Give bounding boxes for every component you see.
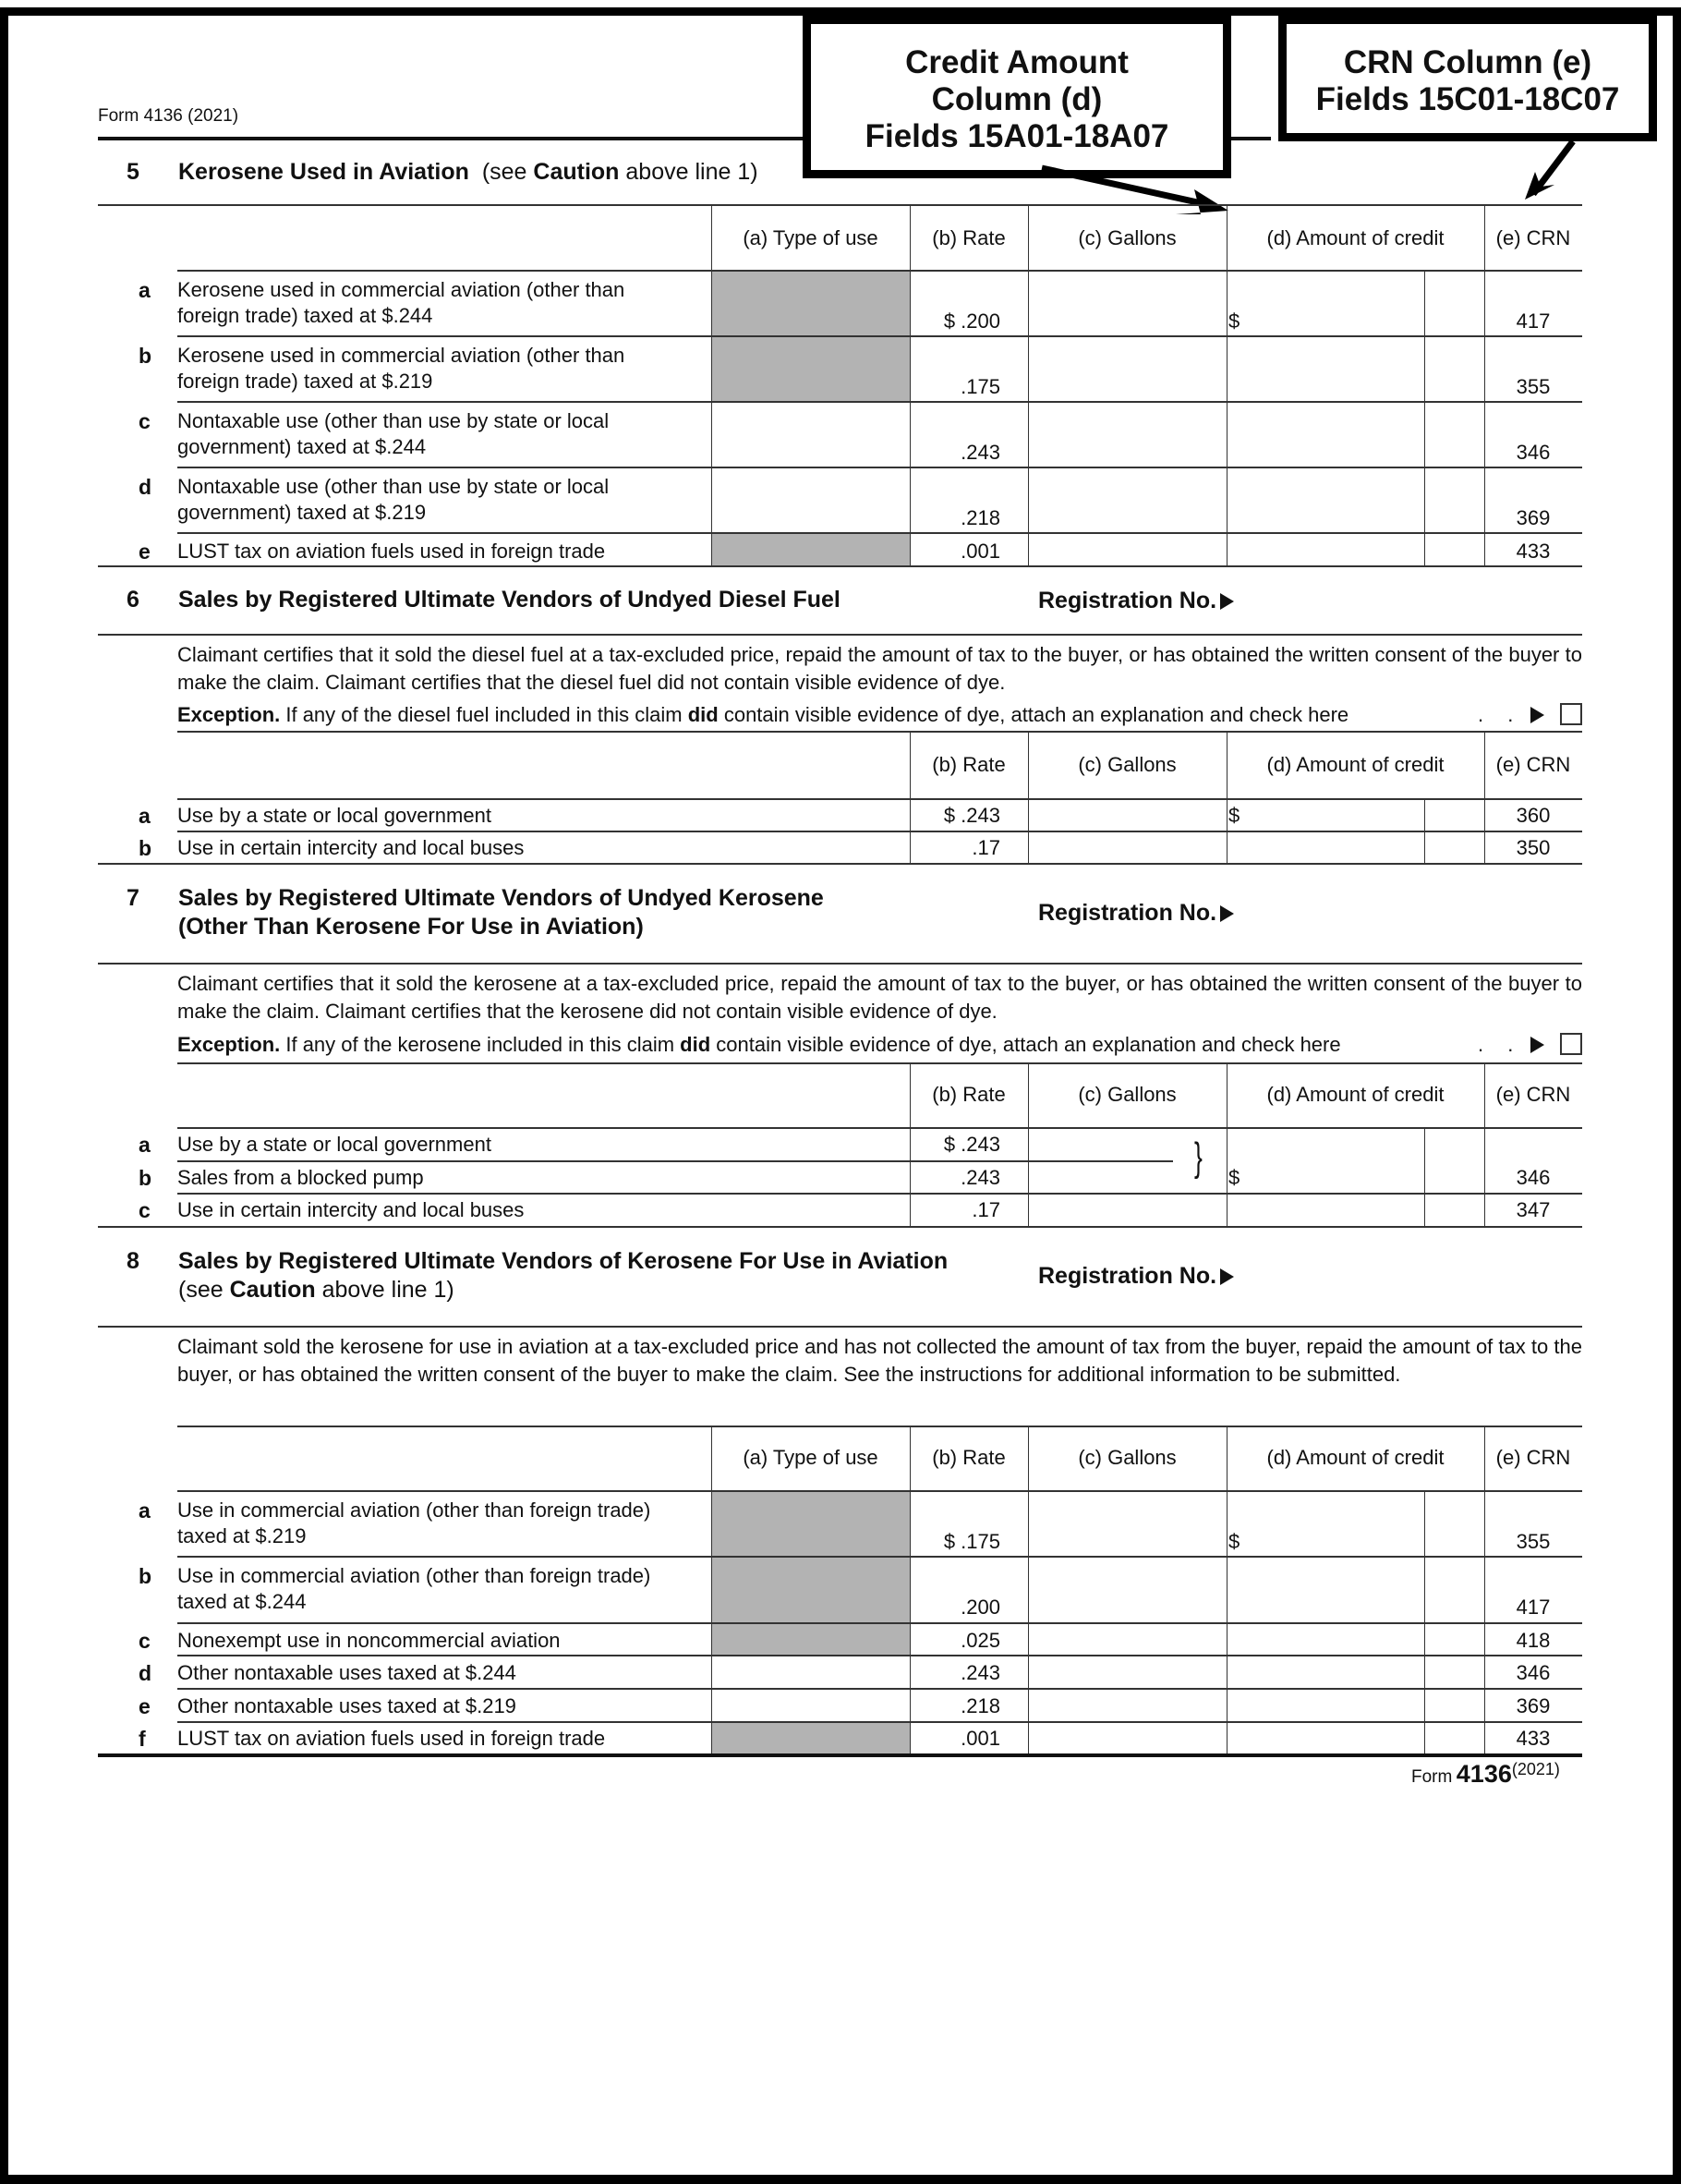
- gallons-input[interactable]: [1030, 1723, 1225, 1752]
- footer-year: (2021): [1511, 1760, 1560, 1778]
- row-rate: .001: [961, 1727, 1000, 1750]
- line7-bottom-rule: [98, 1226, 1582, 1228]
- row-description: Use by a state or local government: [177, 804, 491, 827]
- credit-amount-input[interactable]: [1228, 1624, 1422, 1653]
- row-rate: .218: [961, 1694, 1000, 1717]
- line6-header-c: (c) Gallons: [1078, 753, 1177, 776]
- line8-header-c: (c) Gallons: [1078, 1446, 1177, 1469]
- row-description-line1: Nonexempt use in noncommercial aviation: [177, 1629, 561, 1652]
- row-letter: b: [139, 836, 152, 860]
- arrow-right-icon: [1220, 593, 1234, 610]
- line6-header-e: (e) CRN: [1495, 753, 1571, 776]
- arrow-right-icon: [1530, 707, 1544, 723]
- exception-text: If any of the diesel fuel included in this claim: [280, 703, 688, 726]
- row-rate: .175: [961, 375, 1000, 398]
- exception-text: contain visible evidence of dye, attach an explanation and check here: [718, 703, 1349, 726]
- line6-certification-text: Claimant certifies that it sold the diesel fuel at a tax-excluded price, repaid the amount of tax to the buyer, or has obtained the written consent of the buyer to make the claim. Claimant certifies that the diesel fuel did not contain visible evidence of dye.: [177, 643, 1582, 694]
- line6-header-b: (b) Rate: [932, 753, 1006, 776]
- row-crn: 418: [1516, 1629, 1551, 1652]
- line8-header-e: (e) CRN: [1495, 1446, 1571, 1469]
- credit-amount-input[interactable]: [1228, 1723, 1422, 1752]
- line5-col-c-border: [1028, 204, 1029, 566]
- row-rate: .001: [961, 540, 1000, 563]
- gallons-input[interactable]: [1030, 1690, 1225, 1719]
- credit-amount-input[interactable]: [1228, 1558, 1422, 1620]
- row-letter: d: [139, 475, 152, 499]
- line7-row-rule-partial: [177, 1160, 1173, 1162]
- row-crn: 417: [1516, 309, 1551, 333]
- arrow-to-credit-column: [1042, 168, 1228, 214]
- row-description-line2: taxed at $.219: [177, 1524, 307, 1547]
- row-crn: 347: [1516, 1198, 1551, 1221]
- row-description-line2: taxed at $.244: [177, 1590, 307, 1613]
- row-crn: 369: [1516, 1694, 1551, 1717]
- row-letter: b: [139, 344, 152, 368]
- arrow-right-icon: [1530, 1037, 1544, 1053]
- dollar-sign: $: [1228, 1166, 1240, 1189]
- row-description: Use by a state or local government: [177, 1133, 491, 1156]
- row-description-line1: Nontaxable use (other than use by state or local: [177, 475, 610, 498]
- line8-note-bold: Caution: [229, 1277, 316, 1303]
- row-crn: 355: [1516, 1530, 1551, 1553]
- row-description-line2: foreign trade) taxed at $.219: [177, 370, 433, 393]
- row-letter: f: [139, 1727, 146, 1751]
- line5-header-e: (e) CRN: [1495, 226, 1571, 249]
- gallons-input[interactable]: [1030, 468, 1225, 530]
- arrow-right-icon: [1220, 905, 1234, 922]
- line5-header-d: (d) Amount of credit: [1266, 226, 1445, 249]
- exception-text: contain visible evidence of dye, attach an explanation and check here: [710, 1033, 1341, 1056]
- line7-header-e: (e) CRN: [1495, 1083, 1571, 1106]
- line7-header-c: (c) Gallons: [1078, 1083, 1177, 1106]
- line6-top-rule: [98, 634, 1582, 636]
- row-rate: .025: [961, 1629, 1000, 1652]
- row-rate: .17: [972, 836, 1000, 859]
- line7-table-top-rule: [177, 1062, 1582, 1064]
- row-description: Use in certain intercity and local buses: [177, 836, 525, 859]
- row-letter: e: [139, 540, 151, 564]
- row-description: Sales from a blocked pump: [177, 1166, 424, 1189]
- credit-amount-input[interactable]: [1228, 468, 1422, 530]
- line6-dye-exception-checkbox[interactable]: [1560, 703, 1582, 725]
- gallons-input[interactable]: [1030, 403, 1225, 465]
- credit-amount-input[interactable]: [1228, 1690, 1422, 1719]
- credit-amount-input[interactable]: [1228, 534, 1422, 564]
- gallons-input[interactable]: [1030, 1195, 1225, 1224]
- exception-label: Exception.: [177, 703, 281, 726]
- credit-amount-input[interactable]: [1228, 1656, 1422, 1686]
- gallons-input[interactable]: [1030, 800, 1225, 829]
- line5-top-rule: [98, 204, 1582, 206]
- line6-exception: [177, 702, 1348, 728]
- line8-col-c-border: [1028, 1426, 1029, 1755]
- line8-header-b: (b) Rate: [932, 1446, 1006, 1469]
- line8-table-top-rule: [177, 1426, 1582, 1427]
- row-letter: b: [139, 1166, 152, 1190]
- gallons-input[interactable]: [1030, 1129, 1173, 1159]
- row-crn: 346: [1516, 441, 1551, 464]
- row-description-line1: Use in commercial aviation (other than foreign trade): [177, 1498, 651, 1522]
- line8-bottom-rule: [98, 1753, 1582, 1757]
- form-header-label: Form 4136: [98, 106, 183, 126]
- exception-did: did: [687, 703, 719, 726]
- line5-number: 5: [127, 159, 139, 185]
- row-letter: a: [139, 1133, 151, 1157]
- line7-registration: [1038, 900, 1234, 927]
- row-description-line1: Kerosene used in commercial aviation (other than: [177, 344, 625, 367]
- row-rate: .17: [972, 1198, 1000, 1221]
- leader-dots: . .: [1478, 1033, 1523, 1056]
- credit-amount-input[interactable]: [1242, 1129, 1422, 1191]
- type-of-use-input[interactable]: [713, 1690, 908, 1719]
- row-crn: 360: [1516, 804, 1551, 827]
- registration-label: Registration No.: [1038, 900, 1217, 926]
- line6-header-d: (d) Amount of credit: [1266, 753, 1445, 776]
- line5-note-post: above line 1): [619, 159, 758, 185]
- line8-header-a: (a) Type of use: [743, 1446, 878, 1469]
- type-of-use-input[interactable]: [713, 468, 908, 530]
- line8-header-d: (d) Amount of credit: [1266, 1446, 1445, 1469]
- row-description-line1: LUST tax on aviation fuels used in foreign trade: [177, 540, 606, 563]
- footer-form-label: Form: [1411, 1767, 1453, 1787]
- row-letter: a: [139, 278, 151, 302]
- row-crn: 417: [1516, 1596, 1551, 1619]
- exception-text: If any of the kerosene included in this claim: [280, 1033, 681, 1056]
- gallons-input[interactable]: [1030, 832, 1225, 861]
- row-rate: .218: [961, 506, 1000, 529]
- line6-col-c-border: [1028, 731, 1029, 864]
- gallons-input[interactable]: [1030, 1558, 1225, 1620]
- line7-dye-exception-checkbox[interactable]: [1560, 1033, 1582, 1055]
- gallons-input[interactable]: [1030, 534, 1225, 564]
- row-description-line1: LUST tax on aviation fuels used in foreign trade: [177, 1727, 606, 1750]
- leader-dots: . .: [1478, 703, 1523, 726]
- line7-header-b: (b) Rate: [932, 1083, 1006, 1106]
- line7-certification-text: Claimant certifies that it sold the kerosene at a tax-excluded price, repaid the amount of tax to the buyer, or has obtained the written consent of the buyer to make the claim. Claimant certifies that the kerosene did not contain visible evidence of dye.: [177, 972, 1582, 1023]
- line6-number: 6: [127, 587, 139, 613]
- registration-label: Registration No.: [1038, 588, 1217, 613]
- line6-bottom-rule: [98, 863, 1582, 865]
- dollar-sign: $: [1228, 309, 1240, 333]
- callout-credit-line2: Column (d): [931, 81, 1103, 117]
- credit-amount-input[interactable]: [1228, 832, 1422, 861]
- row-rate: .243: [961, 1166, 1000, 1189]
- exception-label: Exception.: [177, 1033, 281, 1056]
- row-rate: .243: [961, 1661, 1000, 1684]
- line7-number: 7: [127, 885, 139, 911]
- line8-registration: [1038, 1263, 1234, 1290]
- line8-note-post: above line 1): [315, 1277, 454, 1303]
- row-letter: a: [139, 1498, 151, 1523]
- row-letter: a: [139, 804, 151, 828]
- credit-amount-input[interactable]: [1228, 1195, 1422, 1224]
- line5-col-d-cents-border: [1424, 270, 1425, 566]
- line8-shade-abc: [712, 1491, 910, 1655]
- row-rate: $ .243: [943, 804, 1000, 827]
- row-crn: 346: [1516, 1166, 1551, 1189]
- row-crn: 346: [1516, 1661, 1551, 1684]
- row-description-line1: Nontaxable use (other than use by state or local: [177, 409, 610, 432]
- line6-registration-input[interactable]: [1256, 582, 1579, 623]
- row-letter: c: [139, 1629, 151, 1653]
- line8-number: 8: [127, 1248, 139, 1274]
- row-description: Use in certain intercity and local buses: [177, 1198, 525, 1221]
- gallons-input[interactable]: [1030, 1656, 1225, 1686]
- line7-header-d: (d) Amount of credit: [1266, 1083, 1445, 1106]
- gallons-input[interactable]: [1030, 337, 1225, 399]
- credit-amount-input[interactable]: [1242, 272, 1422, 334]
- row-rate: $ .200: [943, 309, 1000, 333]
- row-crn: 355: [1516, 375, 1551, 398]
- line5-title: [178, 158, 758, 187]
- line7-exception: [177, 1032, 1341, 1058]
- footer-form-number: 4136: [1456, 1760, 1512, 1788]
- callout-credit-line1: Credit Amount: [905, 44, 1129, 80]
- line8-registration-input[interactable]: [1256, 1256, 1579, 1297]
- credit-amount-input[interactable]: [1242, 1492, 1422, 1554]
- row-letter: e: [139, 1694, 151, 1718]
- line6-registration: [1038, 588, 1234, 614]
- line8-title-line2: [178, 1276, 454, 1304]
- dollar-sign: $: [1228, 804, 1240, 827]
- callout-crn-line1: CRN Column (e): [1343, 44, 1592, 80]
- line7-title-line1: Sales by Registered Ultimate Vendors of Undyed Kerosene: [178, 885, 824, 911]
- line5-header-a: (a) Type of use: [743, 226, 878, 249]
- line8-note-pre: (see: [178, 1277, 230, 1303]
- dollar-sign: $: [1228, 1530, 1240, 1553]
- line6-table-top-rule: [177, 731, 1582, 733]
- line8-title-line1: Sales by Registered Ultimate Vendors of Kerosene For Use in Aviation: [178, 1248, 949, 1274]
- row-description-line2: foreign trade) taxed at $.244: [177, 304, 433, 327]
- line5-title-text: Kerosene Used in Aviation: [178, 159, 469, 185]
- line8-certification-text: Claimant sold the kerosene for use in aviation at a tax-excluded price and has not collected the amount of tax from the buyer, repaid the amount of tax to the buyer, or has obtained the written consent of the buyer to make the claim. See the instructions for additional information to be submitted.: [177, 1335, 1582, 1386]
- row-letter: b: [139, 1564, 152, 1588]
- credit-amount-input[interactable]: [1228, 337, 1422, 399]
- gallons-input[interactable]: [1030, 1162, 1173, 1191]
- registration-label: Registration No.: [1038, 1263, 1217, 1289]
- line6-title: Sales by Registered Ultimate Vendors of Undyed Diesel Fuel: [178, 587, 840, 613]
- row-letter: c: [139, 1198, 151, 1222]
- form-footer: [1411, 1760, 1560, 1789]
- line7-title-line2: (Other Than Kerosene For Use in Aviation): [178, 914, 644, 940]
- credit-amount-input[interactable]: [1228, 403, 1422, 465]
- arrow-to-crn-column: [1525, 141, 1573, 200]
- line7-brace: }: [1193, 1134, 1203, 1180]
- line5-header-b: (b) Rate: [932, 226, 1006, 249]
- line8-shade-f: [712, 1722, 910, 1753]
- line7-top-rule: [98, 963, 1582, 965]
- line5-header-c: (c) Gallons: [1078, 226, 1177, 249]
- row-rate: $ .175: [943, 1530, 1000, 1553]
- line5-bottom-rule: [98, 565, 1582, 567]
- row-crn: 350: [1516, 836, 1551, 859]
- credit-amount-input[interactable]: [1242, 800, 1422, 829]
- row-description-line1: Use in commercial aviation (other than foreign trade): [177, 1564, 651, 1587]
- callout-credit-line3: Fields 15A01-18A07: [865, 118, 1169, 154]
- exception-did: did: [680, 1033, 711, 1056]
- row-crn: 433: [1516, 1727, 1551, 1750]
- row-description-line1: Other nontaxable uses taxed at $.219: [177, 1694, 516, 1717]
- gallons-input[interactable]: [1030, 272, 1225, 334]
- arrow-right-icon: [1220, 1268, 1234, 1285]
- line7-col-d-cents-border: [1424, 1127, 1425, 1227]
- callout-crn-line2: Fields 15C01-18C07: [1315, 81, 1620, 117]
- line7-registration-input[interactable]: [1256, 892, 1579, 933]
- row-letter: d: [139, 1661, 152, 1685]
- row-rate: .200: [961, 1596, 1000, 1619]
- row-rate: $ .243: [943, 1133, 1000, 1156]
- type-of-use-input[interactable]: [713, 1656, 908, 1686]
- row-description-line1: Kerosene used in commercial aviation (other than: [177, 278, 625, 301]
- row-description-line2: government) taxed at $.219: [177, 501, 427, 524]
- line5-shade-e: [712, 533, 910, 565]
- line8-top-rule: [98, 1326, 1582, 1328]
- gallons-input[interactable]: [1030, 1624, 1225, 1653]
- row-crn: 369: [1516, 506, 1551, 529]
- line5-note-pre: (see: [481, 159, 534, 185]
- gallons-input[interactable]: [1030, 1492, 1225, 1554]
- row-description-line2: government) taxed at $.244: [177, 435, 427, 458]
- row-description-line1: Other nontaxable uses taxed at $.244: [177, 1661, 516, 1684]
- row-crn: 433: [1516, 540, 1551, 563]
- line5-note-bold: Caution: [533, 159, 620, 185]
- row-rate: .243: [961, 441, 1000, 464]
- form-header-year: (2021): [187, 106, 239, 126]
- type-of-use-input[interactable]: [713, 403, 908, 465]
- row-letter: c: [139, 409, 151, 433]
